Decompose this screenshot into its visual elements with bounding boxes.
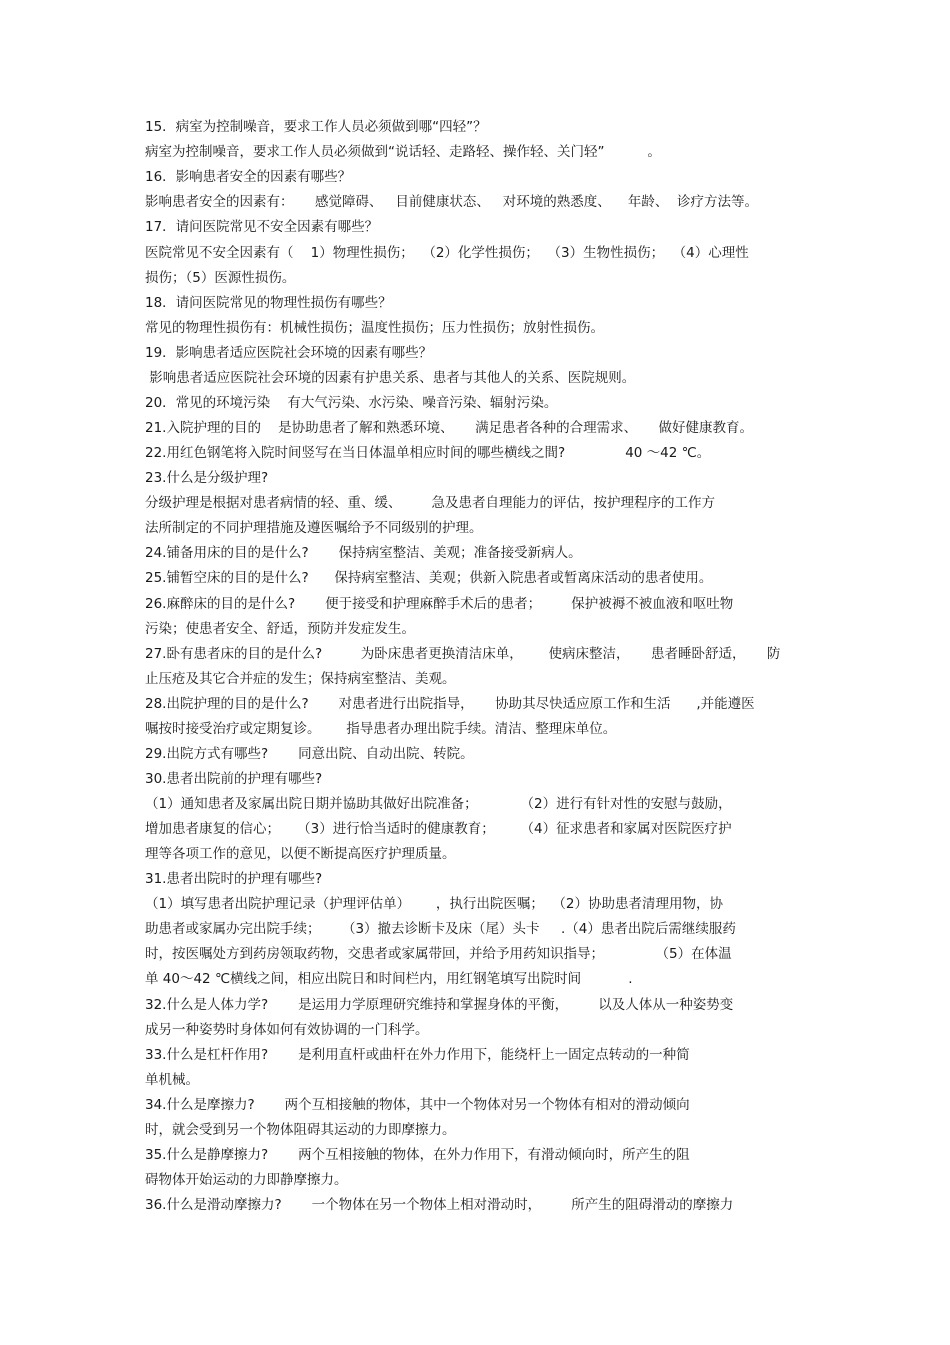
answer-33-line-2: 单机械。: [145, 1072, 199, 1088]
question-24: 24.铺备用床的目的是什么? 保持病室整洁、美观；准备接受新病人。: [145, 545, 582, 561]
question-28: 28.出院护理的目的是什么? 对患者进行出院指导， 协助其尽快适应原工作和生活 ,并能遵医: [145, 696, 755, 712]
question-32: 32.什么是人体力学? 是运用力学原理研究维持和掌握身体的平衡， 以及人体从一种姿势变: [145, 997, 734, 1013]
answer-31-line-4: 单 40～42 ℃横线之间，相应出院日和时间栏内，用红钢笔填写出院时间 .: [145, 971, 633, 987]
question-35: 35.什么是静摩擦力? 两个互相接触的物体，在外力作用下，有滑动倾向时，所产生的阻: [145, 1147, 690, 1163]
answer-35-line-2: 碍物体开始运动的力即静摩擦力。: [145, 1172, 348, 1188]
question-22: 22.用红色钢笔将入院时间竖写在当日体温单相应时间的哪些横线之間? 40 ～42 ℃。: [145, 445, 711, 461]
answer-19: 影响患者适应医院社会环境的因素有护患关系、患者与其他人的关系、医院规则。: [145, 370, 636, 386]
question-31: 31.患者出院时的护理有哪些?: [145, 871, 323, 887]
answer-31-line-3: 时，按医嘱处方到药房领取药物，交患者或家属带回，并给予用药知识指导； （5）在体温: [145, 946, 732, 962]
answer-17-line-2: 损伤；（5）医源性损伤。: [145, 270, 296, 286]
answer-27-line-2: 止压疮及其它合并症的发生；保持病室整洁、美观。: [145, 671, 456, 687]
answer-31-line-1: （1）填写患者出院护理记录（护理评估单） ，执行出院医嘱； （2）协助患者清理用物，协: [145, 896, 724, 912]
question-23: 23.什么是分级护理?: [145, 470, 269, 486]
question-25: 25.铺暂空床的目的是什么? 保持病室整洁、美观；供新入院患者或暂离床活动的患者使用。: [145, 570, 713, 586]
answer-17-line-1: 医院常见不安全因素有（ 1）物理性损伤； （2）化学性损伤； （3）生物性损伤； （4）心理性: [145, 245, 749, 261]
answer-16: 影响患者安全的因素有： 感觉障碍、 目前健康状态、 对环境的熟悉度、 年龄、 诊疗方法等。: [145, 194, 758, 210]
question-19: 19．影响患者适应医院社会环境的因素有哪些？: [145, 345, 433, 361]
question-29: 29.出院方式有哪些? 同意出院、自动出院、转院。: [145, 746, 474, 762]
question-27: 27.卧有患者床的目的是什么? 为卧床患者更换清洁床单， 使病床整洁， 患者睡卧舒适， 防: [145, 646, 781, 662]
question-33: 33.什么是杠杆作用? 是利用直杆或曲杆在外力作用下，能绕杆上一固定点转动的一种简: [145, 1047, 690, 1063]
question-15: 15．病室为控制噪音，要求工作人员必须做到哪“四轻”？: [145, 119, 487, 135]
question-20: 20．常见的环境污染 有大气污染、水污染、噪音污染、辐射污染。: [145, 395, 558, 411]
question-30: 30.患者出院前的护理有哪些?: [145, 771, 323, 787]
answer-30-line-1: （1）通知患者及家属出院日期并協助其做好出院准备； （2）进行有针对性的安慰与鼓励，: [145, 796, 732, 812]
question-18: 18．请问医院常见的物理性损伤有哪些？: [145, 295, 392, 311]
answer-34-line-2: 时，就会受到另一个物体阻碍其运动的力即摩擦力。: [145, 1122, 456, 1138]
answer-32-line-2: 成另一种姿势时身体如何有效协调的一门科学。: [145, 1022, 429, 1038]
question-21: 21.入院护理的目的 是协助患者了解和熟悉环境、 满足患者各种的合理需求、 做好健康教育。: [145, 420, 754, 436]
answer-31-line-2: 助患者或家属办完出院手续； （3）撤去诊断卡及床（尾）头卡 .（4）患者出院后需继续服药: [145, 921, 736, 937]
answer-18: 常见的物理性损伤有：机械性损伤；温度性损伤；压力性损伤；放射性损伤。: [145, 320, 604, 336]
answer-15: 病室为控制噪音，要求工作人员必须做到“说话轻、走路轻、操作轻、关门轻” 。: [145, 144, 661, 160]
answer-28-line-2: 嘱按时接受治疗或定期复诊。 指导患者办理出院手续。清洁、整理床单位。: [145, 721, 617, 737]
answer-26-line-2: 污染；使患者安全、舒适，预防并发症发生。: [145, 621, 415, 637]
answer-23-line-2: 法所制定的不同护理措施及遵医嘱给予不同级别的护理。: [145, 520, 483, 536]
question-16: 16．影响患者安全的因素有哪些？: [145, 169, 352, 185]
question-26: 26.麻醉床的目的是什么? 便于接受和护理麻醉手术后的患者； 保护被褥不被血液和呕吐物: [145, 596, 734, 612]
answer-23-line-1: 分级护理是根据对患者病情的轻、重、缓、 急及患者自理能力的评估，按护理程序的工作方: [145, 495, 716, 511]
answer-30-line-3: 理等各项工作的意见，以便不断提高医疗护理质量。: [145, 846, 456, 862]
question-36: 36.什么是滑动摩擦力? 一个物体在另一个物体上相对滑动时， 所产生的阻碍滑动的摩擦力: [145, 1197, 734, 1213]
question-34: 34.什么是摩擦力? 两个互相接触的物体，其中一个物体对另一个物体有相对的滑动倾向: [145, 1097, 690, 1113]
answer-30-line-2: 增加患者康复的信心； （3）进行恰当适时的健康教育； （4）征求患者和家属对医院医疗护: [145, 821, 732, 837]
question-17: 17．请问医院常见不安全因素有哪些？: [145, 219, 379, 235]
